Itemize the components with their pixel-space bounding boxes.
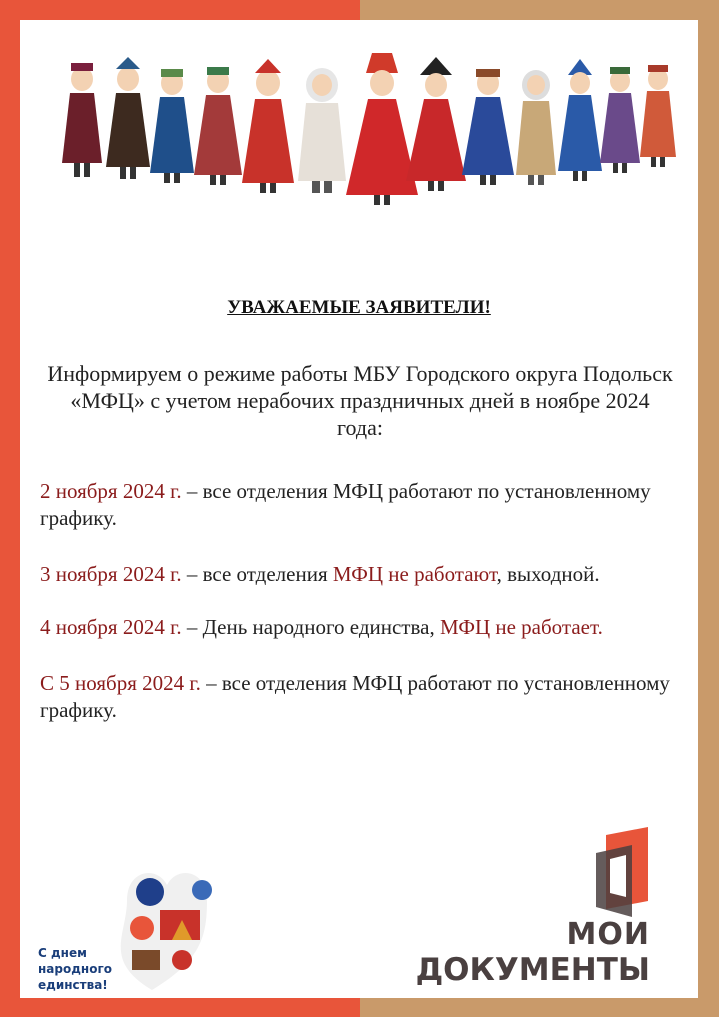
notice-sheet [20,20,698,998]
doll-7 [346,53,418,205]
doll-12 [600,67,640,173]
schedule-item-nov-3 [40,561,700,588]
doll-13 [640,65,676,167]
closed-highlight: МФЦ не работают [332,562,497,586]
schedule-date: 4 ноября 2024 г. [40,615,182,639]
closed-highlight: МФЦ не работает. [439,615,603,639]
logo-text-dokumenty: ДОКУМЕНТЫ [415,952,650,988]
holiday-greeting [38,945,158,993]
logo-text-moi: МОИ [566,917,650,952]
schedule-text: – День народного единства, [181,615,440,639]
doll-5 [242,59,294,193]
notice-headline: УВАЖАЕМЫЕ ЗАЯВИТЕЛИ! [227,297,491,318]
schedule-item-nov-5 [40,670,700,724]
doll-6 [298,68,346,193]
doll-3 [150,69,194,183]
schedule-text: , выходной. [496,562,600,586]
schedule-item-nov-2 [40,478,700,532]
doll-8 [406,57,466,191]
greeting-line: народного [38,962,112,976]
greeting-line: единства! [38,978,108,992]
schedule-date: С 5 ноября 2024 г. [40,671,201,695]
moi-dokumenty-logo-icon [592,827,658,919]
schedule-date: 3 ноября 2024 г. [40,562,182,586]
notice-intro: Информируем о режиме работы МБУ Городского округа Подольск «МФЦ» с учетом нерабочих праздничных дней в ноябре 2024 года: [47,361,673,440]
schedule-text: – все отделения МФЦ работают по установленному графику. [40,671,670,722]
doll-4 [194,67,242,185]
schedule-item-nov-4 [40,614,700,641]
greeting-line: С днем [38,946,87,960]
schedule-date: 2 ноября 2024 г. [40,479,182,503]
doll-1 [62,63,102,177]
doll-10 [516,70,556,185]
doll-9 [462,69,514,185]
schedule-text: – все отделения МФЦ работают по установленному графику. [40,479,651,530]
folk-dolls-illustration [60,45,680,215]
doll-11 [558,59,602,181]
schedule-text: – все отделения [181,562,333,586]
doll-2 [106,57,150,179]
